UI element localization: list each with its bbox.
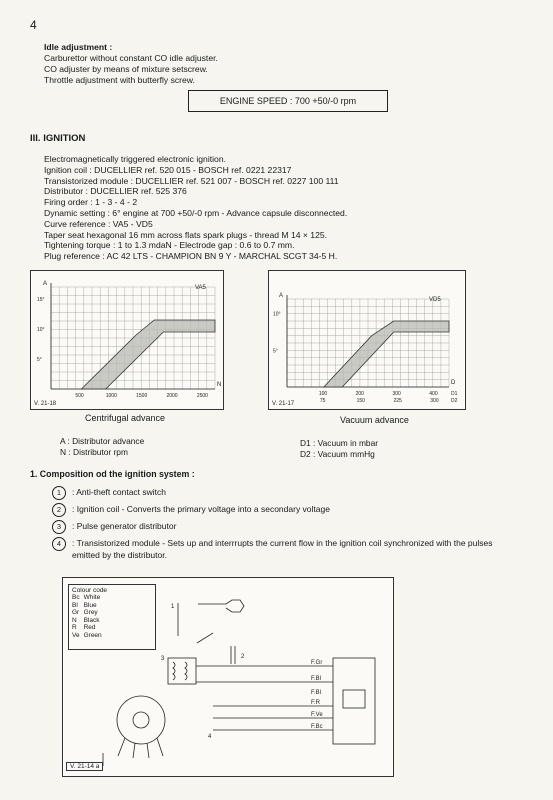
colour-code: N bbox=[72, 616, 77, 624]
colour-code: Gr bbox=[72, 609, 80, 617]
wire-label: F.Ve bbox=[311, 712, 323, 718]
legend-item: A : Distributor advance bbox=[60, 436, 145, 446]
ignition-coil-body bbox=[168, 658, 196, 684]
idle-line: CO adjuster by means of mixture setscrew. bbox=[44, 64, 208, 74]
item-number: 2 bbox=[52, 503, 66, 517]
plug-lead bbox=[157, 738, 163, 756]
coil-winding-icon bbox=[173, 662, 175, 680]
wire-label: F.R bbox=[311, 700, 320, 706]
vacuum-advance-chart bbox=[268, 270, 466, 410]
x-tick-label: 1500 bbox=[136, 393, 148, 399]
x-axis-letter: D bbox=[451, 380, 456, 386]
composition-heading: 1. Composition od the ignition system : bbox=[30, 469, 195, 479]
colour-code: Bc bbox=[72, 594, 80, 601]
x-tick-label-mbar: 100 bbox=[318, 391, 328, 397]
spec-line: Firing order : 1 - 3 - 4 - 2 bbox=[44, 197, 138, 208]
wire-label: F.Gr bbox=[311, 660, 323, 666]
x-tick-label-mmhg: 300 bbox=[430, 398, 439, 404]
engine-speed-box: ENGINE SPEED : 700 +50/-0 rpm bbox=[188, 90, 388, 112]
x-axis-letter: N bbox=[217, 382, 222, 388]
x-tick-label-mmhg: 225 bbox=[393, 398, 402, 404]
y-tick-label: 5° bbox=[37, 357, 42, 363]
coil-winding-icon bbox=[185, 662, 187, 680]
x-tick-label: 2500 bbox=[196, 393, 208, 399]
colour-name: White bbox=[83, 594, 101, 601]
centrifugal-chart-svg bbox=[31, 271, 223, 409]
composition-item bbox=[52, 486, 166, 500]
wire-label: F.Bl bbox=[311, 690, 322, 696]
colour-code: Ve bbox=[72, 631, 80, 639]
idle-heading: Idle adjustment : bbox=[44, 42, 113, 52]
legend-item: D2 : Vacuum mmHg bbox=[300, 449, 375, 459]
ignition-heading: III. IGNITION bbox=[30, 133, 86, 144]
vacuum-caption: Vacuum advance bbox=[340, 415, 409, 425]
item-text: : Ignition coil - Converts the primary voltage into a secondary voltage bbox=[72, 504, 330, 514]
idle-line: Carburettor without constant CO idle adjuster. bbox=[44, 53, 218, 63]
page-number: 4 bbox=[30, 18, 37, 32]
y-tick-label: 5° bbox=[273, 348, 278, 355]
idle-line: Throttle adjustment with butterfly screw. bbox=[44, 75, 195, 85]
spec-line: Dynamic setting : 6° engine at 700 +50/-0 rpm - Advance capsule disconnected. bbox=[44, 207, 348, 218]
ignition-specs bbox=[44, 154, 347, 262]
centrifugal-advance-chart bbox=[30, 270, 224, 410]
callout-4: 4 bbox=[208, 734, 212, 740]
item-number: 4 bbox=[52, 537, 66, 551]
x-unit-d2: D2 bbox=[451, 398, 458, 404]
colour-name: Green bbox=[83, 631, 102, 639]
item-text: : Transistorized module - Sets up and interrrupts the current flow in the ignition coil synchronized with the pulses emitted by the distributor. bbox=[72, 538, 493, 560]
ignition-key-icon bbox=[198, 600, 244, 612]
x-tick-label: 2000 bbox=[166, 393, 178, 399]
module-symbol bbox=[343, 690, 365, 708]
wire-label: F.Bc bbox=[311, 724, 323, 730]
y-tick-label: 10° bbox=[273, 311, 281, 318]
x-tick-label-mbar: 200 bbox=[355, 391, 364, 397]
x-unit-d1: D1 bbox=[451, 391, 458, 397]
colour-code: R bbox=[72, 624, 77, 632]
colour-name: Blue bbox=[83, 601, 97, 609]
item-text: : Pulse generator distributor bbox=[72, 521, 177, 531]
colour-name: Grey bbox=[83, 609, 98, 617]
vacuum-chart-svg bbox=[269, 271, 465, 409]
spec-line: Distributor : DUCELLIER ref. 525 376 bbox=[44, 186, 187, 197]
distributor-cap bbox=[117, 696, 165, 744]
transistor-module-box bbox=[333, 658, 375, 744]
wiring-diagram bbox=[62, 577, 394, 777]
x-tick-label-mbar: 300 bbox=[392, 391, 401, 397]
legend-right bbox=[300, 438, 378, 460]
figure-ref: V. 21-17 bbox=[272, 401, 295, 407]
centrifugal-caption: Centrifugal advance bbox=[85, 413, 166, 423]
arrow-line bbox=[197, 633, 213, 643]
legend-item: N : Distributor rpm bbox=[60, 447, 128, 457]
spec-line: Transistorized module : DUCELLIER ref. 521 007 - BOSCH ref. 0227 100 111 bbox=[44, 175, 339, 186]
item-text: : Anti-theft contact switch bbox=[72, 487, 167, 497]
wire-label: F.Bl bbox=[311, 676, 322, 682]
x-tick-label: 1000 bbox=[105, 393, 117, 399]
callout-1: 1 bbox=[171, 604, 175, 610]
y-axis-letter: A bbox=[279, 293, 284, 299]
x-tick-label-mmhg: 75 bbox=[319, 398, 326, 404]
x-tick-label-mmhg: 150 bbox=[356, 398, 365, 404]
item-number: 3 bbox=[52, 520, 66, 534]
legend-item: D1 : Vacuum in mbar bbox=[300, 438, 379, 448]
y-tick-label: 10° bbox=[37, 327, 45, 333]
composition-item bbox=[52, 520, 176, 534]
colour-name: Black bbox=[83, 616, 100, 624]
plug-lead bbox=[147, 743, 149, 758]
plug-lead bbox=[118, 738, 125, 756]
composition-item bbox=[52, 537, 502, 561]
curve-reference: VD5 bbox=[429, 297, 441, 303]
curve-reference: VA5 bbox=[195, 285, 206, 291]
diagram-figure-ref: V. 21-14 a bbox=[66, 762, 103, 771]
y-tick-label: 15° bbox=[37, 297, 45, 303]
callout-3: 3 bbox=[161, 656, 165, 662]
advance-band bbox=[81, 320, 215, 389]
idle-adjustment-section bbox=[44, 42, 218, 86]
legend-left bbox=[60, 436, 144, 458]
colour-name: Red bbox=[83, 624, 96, 632]
spec-line: Ignition coil : DUCELLIER ref. 520 015 - BOSCH ref. 0221 22317 bbox=[44, 164, 292, 175]
y-axis-letter: A bbox=[43, 281, 48, 287]
spec-line: Taper seat hexagonal 16 mm across flats spark plugs - thread M 14 × 125. bbox=[44, 229, 328, 240]
x-tick-label: 500 bbox=[75, 393, 84, 399]
plug-lead bbox=[133, 743, 135, 758]
colour-code-title: Colour code bbox=[72, 587, 108, 594]
composition-item bbox=[52, 503, 330, 517]
wiring-schematic bbox=[63, 578, 393, 776]
spec-line: Tightening torque : 1 to 1.3 mdaN - Electrode gap : 0.6 to 0.7 mm. bbox=[44, 240, 295, 251]
item-number: 1 bbox=[52, 486, 66, 500]
advance-band bbox=[324, 321, 449, 387]
figure-ref: V. 21-18 bbox=[34, 401, 57, 407]
callout-2: 2 bbox=[241, 654, 245, 660]
colour-code: Bl bbox=[72, 601, 78, 609]
spec-line: Plug reference : AC 42 LTS - CHAMPION BN 9 Y - MARCHAL SCGT 34-5 H. bbox=[44, 251, 338, 262]
distributor-rotor bbox=[133, 712, 149, 728]
spec-line: Electromagnetically triggered electronic ignition. bbox=[44, 154, 226, 164]
x-tick-label-mbar: 400 bbox=[429, 391, 438, 397]
spec-line: Curve reference : VA5 - VD5 bbox=[44, 218, 153, 229]
